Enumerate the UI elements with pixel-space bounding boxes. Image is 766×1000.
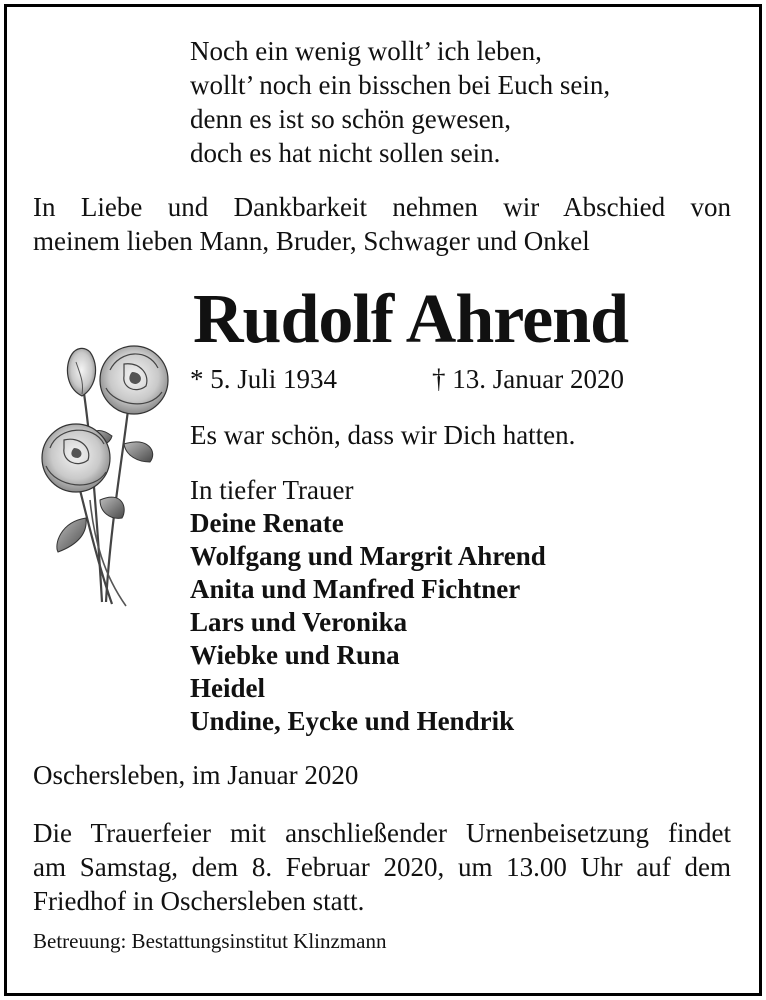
ceremony-info — [33, 816, 731, 918]
mourner-name: Deine Renate — [190, 508, 344, 538]
mourner-name: Wiebke und Runa — [190, 640, 400, 670]
intro-line: In Liebe und Dankbarkeit nehmen wir Abschied von — [33, 192, 731, 222]
deceased-name: Rudolf Ahrend — [193, 281, 629, 358]
ceremony-line: Friedhof in Oschersleben statt. — [33, 886, 365, 916]
tribute-line: Es war schön, dass wir Dich hatten. — [190, 420, 576, 450]
mourner-name: Undine, Eycke und Hendrik — [190, 706, 515, 736]
poem-line: Noch ein wenig wollt’ ich leben, — [190, 36, 542, 66]
intro-line: meinem lieben Mann, Bruder, Schwager und Onkel — [33, 226, 590, 256]
death-date: † 13. Januar 2020 — [432, 364, 624, 394]
birth-date: * 5. Juli 1934 — [190, 364, 338, 394]
place-date: Oschersleben, im Januar 2020 — [33, 760, 359, 790]
mourner-name: Lars und Veronika — [190, 607, 408, 637]
mourner-name: Heidel — [190, 673, 265, 703]
poem-line: doch es hat nicht sollen sein. — [190, 138, 501, 168]
ceremony-line: am Samstag, dem 8. Februar 2020, um 13.00 Uhr auf dem — [33, 852, 731, 882]
mourner-name: Wolfgang und Margrit Ahrend — [190, 541, 546, 571]
mourners-lead: In tiefer Trauer — [190, 475, 354, 505]
roses-icon — [30, 340, 190, 610]
poem — [190, 34, 610, 170]
poem-line: denn es ist so schön gewesen, — [190, 104, 511, 134]
mourners-list — [190, 474, 546, 738]
poem-line: wollt’ noch ein bisschen bei Euch sein, — [190, 70, 611, 100]
farewell-intro — [33, 190, 731, 258]
funeral-home-credit: Betreuung: Bestattungsinstitut Klinzmann — [33, 929, 387, 953]
ceremony-line: Die Trauerfeier mit anschließender Urnenbeisetzung findet — [33, 818, 731, 848]
mourner-name: Anita und Manfred Fichtner — [190, 574, 521, 604]
